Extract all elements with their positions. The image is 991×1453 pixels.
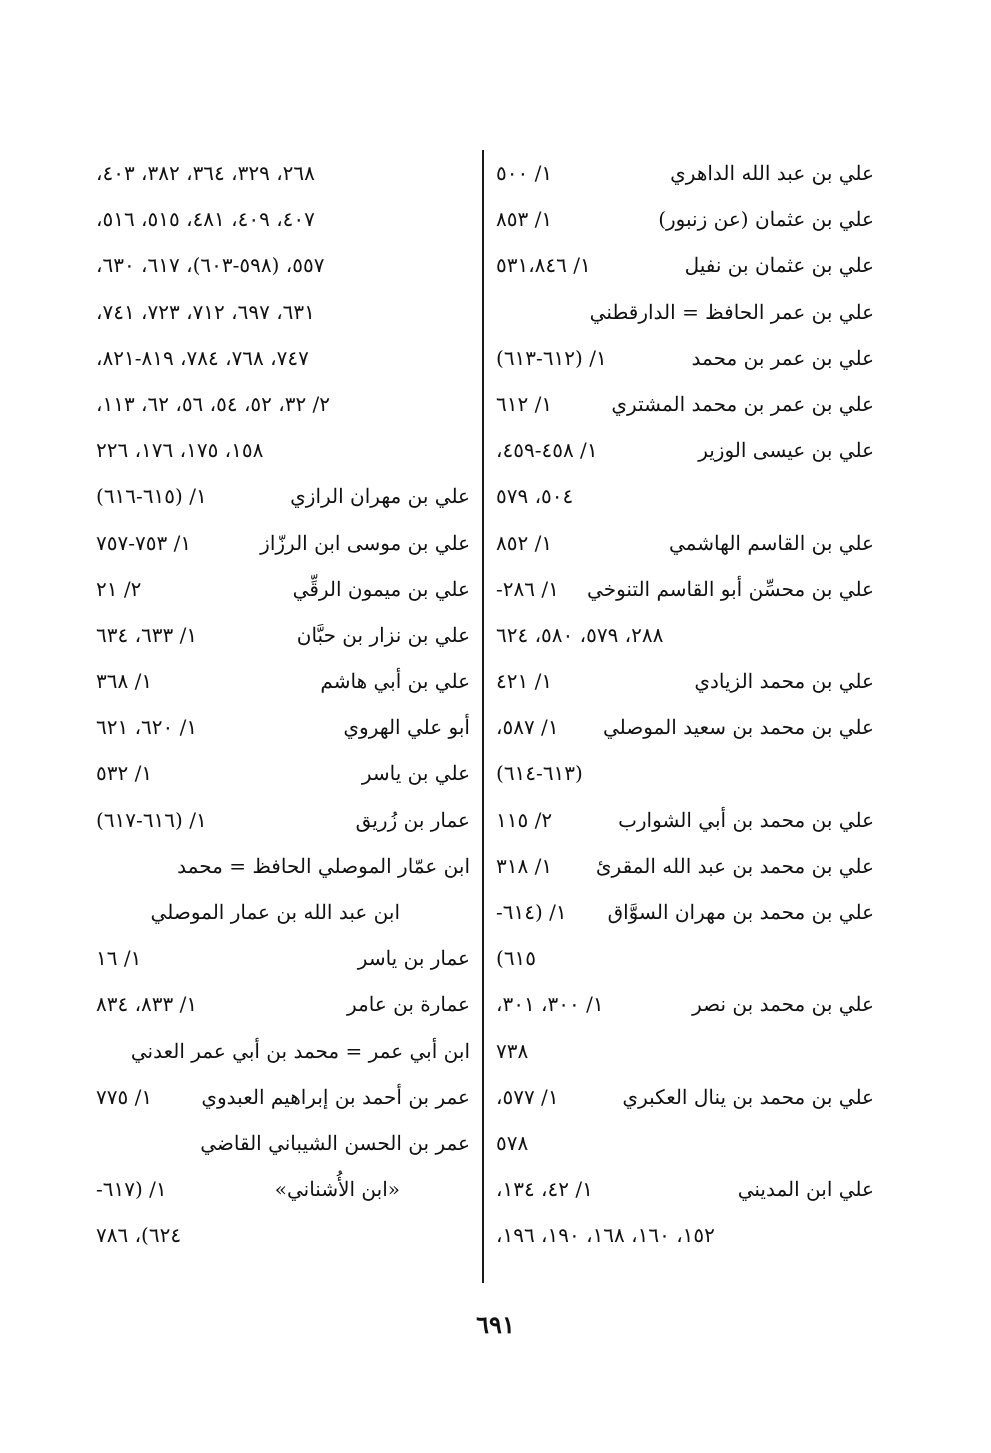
index-entry-line xyxy=(496,1166,874,1212)
entry-reference: ١/ ٣١٨ xyxy=(496,853,553,878)
index-entry-line xyxy=(496,473,874,519)
entry-continuation: ٦٢٤)، ٧٨٦ xyxy=(96,1223,182,1248)
index-column-left xyxy=(96,150,470,1259)
entry-name: علي بن ميمون الرقِّي xyxy=(292,576,470,601)
entry-continuation: ٧٣٨ xyxy=(496,1038,529,1063)
entry-name: علي بن عيسى الوزير xyxy=(698,438,874,463)
entry-reference: ١/ ٨٥٢ xyxy=(496,530,553,555)
index-entry-line xyxy=(96,704,470,750)
entry-continuation: ٢٦٨، ٣٢٩، ٣٦٤، ٣٨٢، ٤٠٣، xyxy=(96,161,315,185)
index-entry-line xyxy=(96,242,470,288)
entry-name: علي بن عثمان بن نفيل xyxy=(684,253,874,278)
entry-continuation-text: «ابن الأُشناني» xyxy=(274,1177,400,1202)
index-entry-line xyxy=(496,427,874,473)
index-entry-line xyxy=(96,1212,470,1258)
entry-reference: ١/ ٦٢٠، ٦٢١ xyxy=(96,715,198,740)
entry-name: علي بن محسِّن أبو القاسم التنوخي xyxy=(587,576,874,601)
entry-reference: ١/ ٥٠٠ xyxy=(496,161,553,185)
index-entry-line xyxy=(96,889,470,935)
entry-text: عمر بن الحسن الشيباني القاضي xyxy=(200,1130,470,1155)
index-entry-line xyxy=(496,520,874,566)
index-entry-line xyxy=(496,1212,874,1258)
index-entry-line xyxy=(96,750,470,796)
index-entry-line xyxy=(496,381,874,427)
index-entry-line xyxy=(96,427,470,473)
entry-name: علي بن محمد بن نصر xyxy=(692,992,874,1017)
index-entry-line xyxy=(96,1028,470,1074)
entry-reference: ١/ ٨٣٣، ٨٣٤ xyxy=(96,992,198,1017)
index-column-right xyxy=(496,150,874,1259)
entry-text: علي بن عمر الحافظ = الدارقطني xyxy=(589,299,874,324)
entry-reference: ١/ ٤٥٨-٤٥٩، xyxy=(496,438,598,463)
entry-name: عمار بن ياسر xyxy=(357,946,470,971)
index-entry-line xyxy=(96,797,470,843)
index-entry-line xyxy=(496,935,874,981)
index-entry-line xyxy=(96,196,470,242)
entry-continuation: ٤٠٧، ٤٠٩، ٤٨١، ٥١٥، ٥١٦، xyxy=(96,207,315,232)
entry-continuation: ٢/ ٣٢، ٥٢، ٥٤، ٥٦، ٦٢، ١١٣، xyxy=(96,391,331,416)
entry-name: علي بن محمد بن مهران السوَّاق xyxy=(607,900,874,924)
index-entry-line xyxy=(496,1074,874,1120)
entry-name: علي بن عمر بن محمد xyxy=(691,345,874,370)
index-entry-line xyxy=(496,797,874,843)
entry-text: ابن أبي عمر = محمد بن أبي عمر العدني xyxy=(130,1038,470,1063)
entry-name: أبو علي الهروي xyxy=(343,715,470,740)
entry-name: علي بن موسى ابن الرزّاز xyxy=(260,530,470,555)
entry-name: عمارة بن عامر xyxy=(346,992,470,1017)
index-entry-line xyxy=(96,843,470,889)
page-number: ٦٩١ xyxy=(476,1310,515,1339)
entry-reference: ١/ (٦١٢-٦١٣) xyxy=(496,345,607,370)
index-entry-line xyxy=(96,335,470,381)
entry-continuation: ١٥٢، ١٦٠، ١٦٨، ١٩٠، ١٩٦، xyxy=(496,1223,715,1248)
index-entry-line xyxy=(96,658,470,704)
index-entry-line xyxy=(96,1074,470,1120)
index-entry-line xyxy=(496,566,874,612)
entry-reference: ١/ ٧٥٣-٧٥٧ xyxy=(96,530,192,555)
entry-name: علي بن محمد بن ينال العكبري xyxy=(622,1084,874,1109)
entry-reference: ١/ ٥٣١،٨٤٦ xyxy=(496,253,591,278)
entry-reference: ١/ ٣٠٠، ٣٠١، xyxy=(496,992,604,1017)
index-entry-line xyxy=(496,1120,874,1166)
entry-reference: ١/ ٤٢١ xyxy=(496,669,553,694)
index-entry-line xyxy=(496,196,874,242)
index-entry-line xyxy=(96,473,470,519)
index-entry-line xyxy=(496,612,874,658)
entry-name: علي بن القاسم الهاشمي xyxy=(669,530,874,555)
index-entry-line xyxy=(96,520,470,566)
entry-name: علي بن عبد الله الداهري xyxy=(670,161,874,185)
entry-name: عمر بن أحمد بن إبراهيم العبدوي xyxy=(201,1084,470,1109)
entry-continuation: ٦١٥) xyxy=(496,946,537,971)
entry-name: علي بن ياسر xyxy=(361,761,470,786)
entry-reference: ٢/ ٢١ xyxy=(96,576,142,601)
entry-continuation: ١٥٨، ١٧٥، ١٧٦، ٢٢٦ xyxy=(96,438,264,463)
entry-name: علي ابن المديني xyxy=(737,1177,874,1202)
entry-continuation-text: ابن عبد الله بن عمار الموصلي xyxy=(150,900,400,924)
index-entry-line xyxy=(96,289,470,335)
index-entry-line xyxy=(96,381,470,427)
index-entry-line xyxy=(496,1028,874,1074)
index-entry-line xyxy=(496,750,874,796)
index-entry-line xyxy=(496,150,874,196)
index-entry-line xyxy=(496,704,874,750)
entry-name: علي بن مهران الرازي xyxy=(290,484,470,509)
entry-reference: ١/ ٢٨٦- xyxy=(496,576,559,601)
entry-name: علي بن محمد بن أبي الشوارب xyxy=(618,807,874,832)
index-entry-line xyxy=(96,981,470,1027)
entry-reference: ١/ ٦٣٣، ٦٣٤ xyxy=(96,622,198,647)
entry-reference: ١/ ٥٨٧، xyxy=(496,715,559,740)
entry-continuation: ٥٥٧، (٥٩٨-٦٠٣)، ٦١٧، ٦٣٠، xyxy=(96,253,325,278)
entry-continuation: (٦١٣-٦١٤) xyxy=(496,761,583,786)
entry-reference: ١/ ٥٣٢ xyxy=(96,761,153,786)
entry-name: علي بن محمد بن سعيد الموصلي xyxy=(602,715,874,740)
column-divider xyxy=(482,150,484,1283)
index-entry-line xyxy=(496,889,874,935)
entry-continuation: ٦٣١، ٦٩٧، ٧١٢، ٧٢٣، ٧٤١، xyxy=(96,299,315,324)
entry-reference: ١/ ٨٥٣ xyxy=(496,207,553,232)
index-entry-line xyxy=(96,566,470,612)
entry-continuation: ٥٧٨ xyxy=(496,1130,529,1155)
index-entry-line xyxy=(96,935,470,981)
entry-continuation: ٥٠٤، ٥٧٩ xyxy=(496,484,574,509)
index-entry-line xyxy=(96,150,470,196)
index-entry-line xyxy=(496,981,874,1027)
entry-name: علي بن محمد الزيادي xyxy=(694,669,874,694)
entry-reference: ١/ ٧٧٥ xyxy=(96,1084,153,1109)
index-entry-line xyxy=(496,289,874,335)
entry-name: علي بن أبي هاشم xyxy=(320,669,470,694)
entry-reference: ١/ (٦١٥-٦١٦) xyxy=(96,484,207,509)
entry-reference: ٢/ ١١٥ xyxy=(496,807,553,832)
entry-name: علي بن نزار بن حبَّان xyxy=(296,622,470,647)
entry-reference: ١/ ٥٧٧، xyxy=(496,1084,559,1109)
entry-name: عمار بن زُريق xyxy=(355,807,470,832)
index-entry-line xyxy=(96,1120,470,1166)
index-entry-line xyxy=(496,335,874,381)
index-entry-line xyxy=(496,242,874,288)
entry-name: علي بن عثمان (عن زنبور) xyxy=(658,207,874,232)
entry-continuation: ٢٨٨، ٥٧٩، ٥٨٠، ٦٢٤ xyxy=(496,622,664,647)
entry-reference: ١/ ٣٦٨ xyxy=(96,669,153,694)
entry-text: ابن عمّار الموصلي الحافظ = محمد xyxy=(177,853,470,878)
entry-reference: ١/ (٦١٤- xyxy=(496,900,567,924)
entry-reference: ١/ ٤٢، ١٣٤، xyxy=(496,1177,593,1202)
index-entry-line xyxy=(496,658,874,704)
entry-continuation: ٧٤٧، ٧٦٨، ٧٨٤، ٨١٩-٨٢١، xyxy=(96,345,309,370)
index-entry-line xyxy=(96,612,470,658)
entry-name: علي بن محمد بن عبد الله المقرئ xyxy=(595,853,874,878)
entry-reference: ١/ ١٦ xyxy=(96,946,142,971)
index-entry-line xyxy=(96,1166,470,1212)
entry-reference: ١/ ٦١٢ xyxy=(496,391,553,416)
entry-reference: ١/ (٦١٧- xyxy=(96,1177,167,1202)
entry-name: علي بن عمر بن محمد المشتري xyxy=(611,391,874,416)
index-entry-line xyxy=(496,843,874,889)
entry-reference: ١/ (٦١٦-٦١٧) xyxy=(96,807,207,832)
